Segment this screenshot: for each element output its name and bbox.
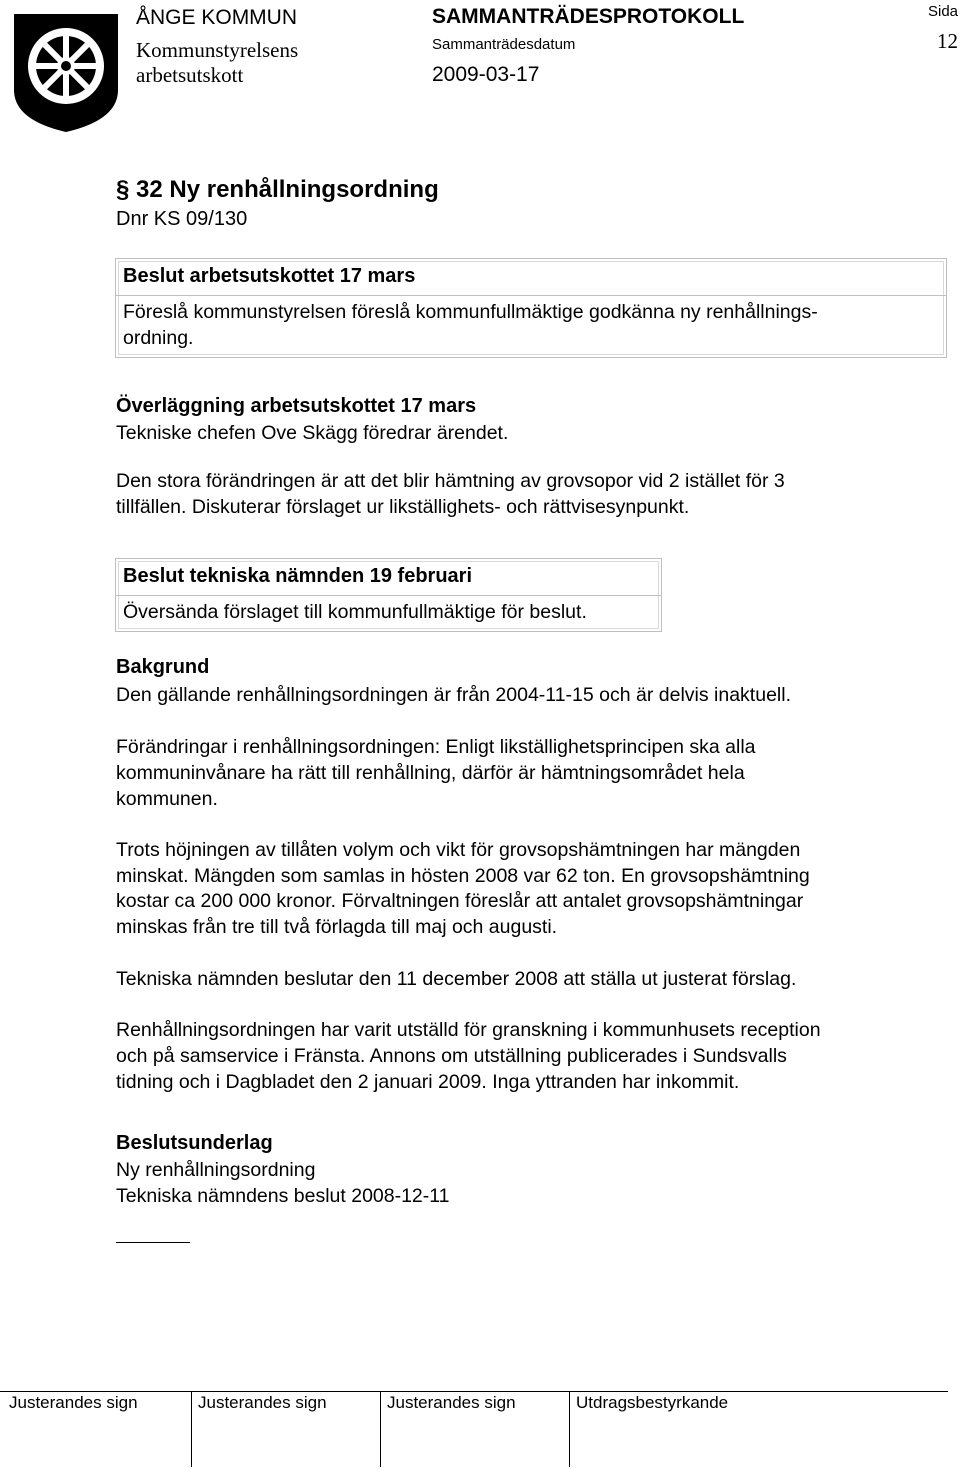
section-title-text: 32 Ny renhållningsordning xyxy=(136,176,439,203)
background-paragraph5-line2: och på samservice i Fränsta. Annons om utställning publicerades i Sundsvalls xyxy=(116,1045,787,1067)
background-paragraph3-line1: Trots höjningen av tillåten volym och vikt för grovsopshämtningen har mängden xyxy=(116,839,801,861)
background-paragraph3-line2: minskat. Mängden som samlas in hösten 2008 var 62 ton. En grovsopshämtning xyxy=(116,865,810,887)
basis-item-2: Tekniska nämndens beslut 2008-12-11 xyxy=(116,1185,450,1207)
deliberation-heading: Överläggning arbetsutskottet 17 mars xyxy=(116,395,477,417)
footer-top-line xyxy=(0,1391,948,1392)
footer-certification: Utdragsbestyrkande xyxy=(576,1393,729,1412)
document-type: SAMMANTRÄDESPROTOKOLL xyxy=(432,5,745,28)
deliberation-paragraph-line2: tillfällen. Diskuterar förslaget ur likställighets- och rättvisesynpunkt. xyxy=(116,496,690,518)
basis-heading: Beslutsunderlag xyxy=(116,1132,273,1154)
page-number: 12 xyxy=(937,29,958,53)
tech-committee-heading: Beslut tekniska nämnden 19 februari xyxy=(123,565,473,587)
committee-name-line1: Kommunstyrelsens xyxy=(136,38,299,62)
background-paragraph3-line4: minskas från tre till två förlagda till maj och augusti. xyxy=(116,916,558,938)
deliberation-paragraph-line1: Den stora förändringen är att det blir hämtning av grovsopor vid 2 istället för 3 xyxy=(116,470,785,492)
background-paragraph2-line3: kommunen. xyxy=(116,788,218,810)
section-title xyxy=(116,176,439,204)
case-number: Dnr KS 09/130 xyxy=(116,208,248,230)
decision-box xyxy=(115,258,947,358)
end-rule xyxy=(116,1242,190,1243)
decision-text-line2: ordning. xyxy=(123,327,194,349)
background-paragraph2-line2: kommuninvånare ha rätt till renhållning, därför är hämtningsområdet hela xyxy=(116,762,745,784)
decision-text-line1: Föreslå kommunstyrelsen föreslå kommunfullmäktige godkänna ny renhållnings- xyxy=(123,301,818,323)
meeting-date: 2009-03-17 xyxy=(432,63,540,86)
background-paragraph2-line1: Förändringar i renhållningsordningen: Enligt likställighetsprincipen ska alla xyxy=(116,736,756,758)
tech-committee-box xyxy=(115,558,662,632)
footer-divider-1 xyxy=(191,1391,192,1467)
deliberation-line: Tekniske chefen Ove Skägg föredrar ärendet. xyxy=(116,422,509,444)
background-paragraph5-line1: Renhållningsordningen har varit utställd för granskning i kommunhusets reception xyxy=(116,1019,821,1041)
municipality-logo xyxy=(10,10,122,134)
decision-heading: Beslut arbetsutskottet 17 mars xyxy=(123,265,416,287)
footer-divider-3 xyxy=(569,1391,570,1467)
background-paragraph4: Tekniska nämnden beslutar den 11 december 2008 att ställa ut justerat förslag. xyxy=(116,968,797,990)
background-paragraph1: Den gällande renhållningsordningen är från 2004-11-15 och är delvis inaktuell. xyxy=(116,684,791,706)
footer-signature-3: Justerandes sign xyxy=(387,1393,516,1412)
org-name: ÅNGE KOMMUN xyxy=(136,6,298,29)
footer-signature-1: Justerandes sign xyxy=(9,1393,138,1412)
committee-name-line2: arbetsutskott xyxy=(136,63,244,87)
basis-item-1: Ny renhållningsordning xyxy=(116,1159,316,1181)
page-label: Sida xyxy=(928,3,959,20)
tech-committee-text: Översända förslaget till kommunfullmäktige för beslut. xyxy=(123,601,587,623)
background-heading: Bakgrund xyxy=(116,656,210,678)
footer-divider-2 xyxy=(380,1391,381,1467)
footer-signature-2: Justerandes sign xyxy=(198,1393,327,1412)
section-symbol: § xyxy=(116,176,130,203)
meeting-date-label: Sammanträdesdatum xyxy=(432,36,576,53)
background-paragraph5-line3: tidning och i Dagbladet den 2 januari 2009. Inga yttranden har inkommit. xyxy=(116,1071,740,1093)
background-paragraph3-line3: kostar ca 200 000 kronor. Förvaltningen föreslår att antalet grovsopshämtningar xyxy=(116,890,804,912)
